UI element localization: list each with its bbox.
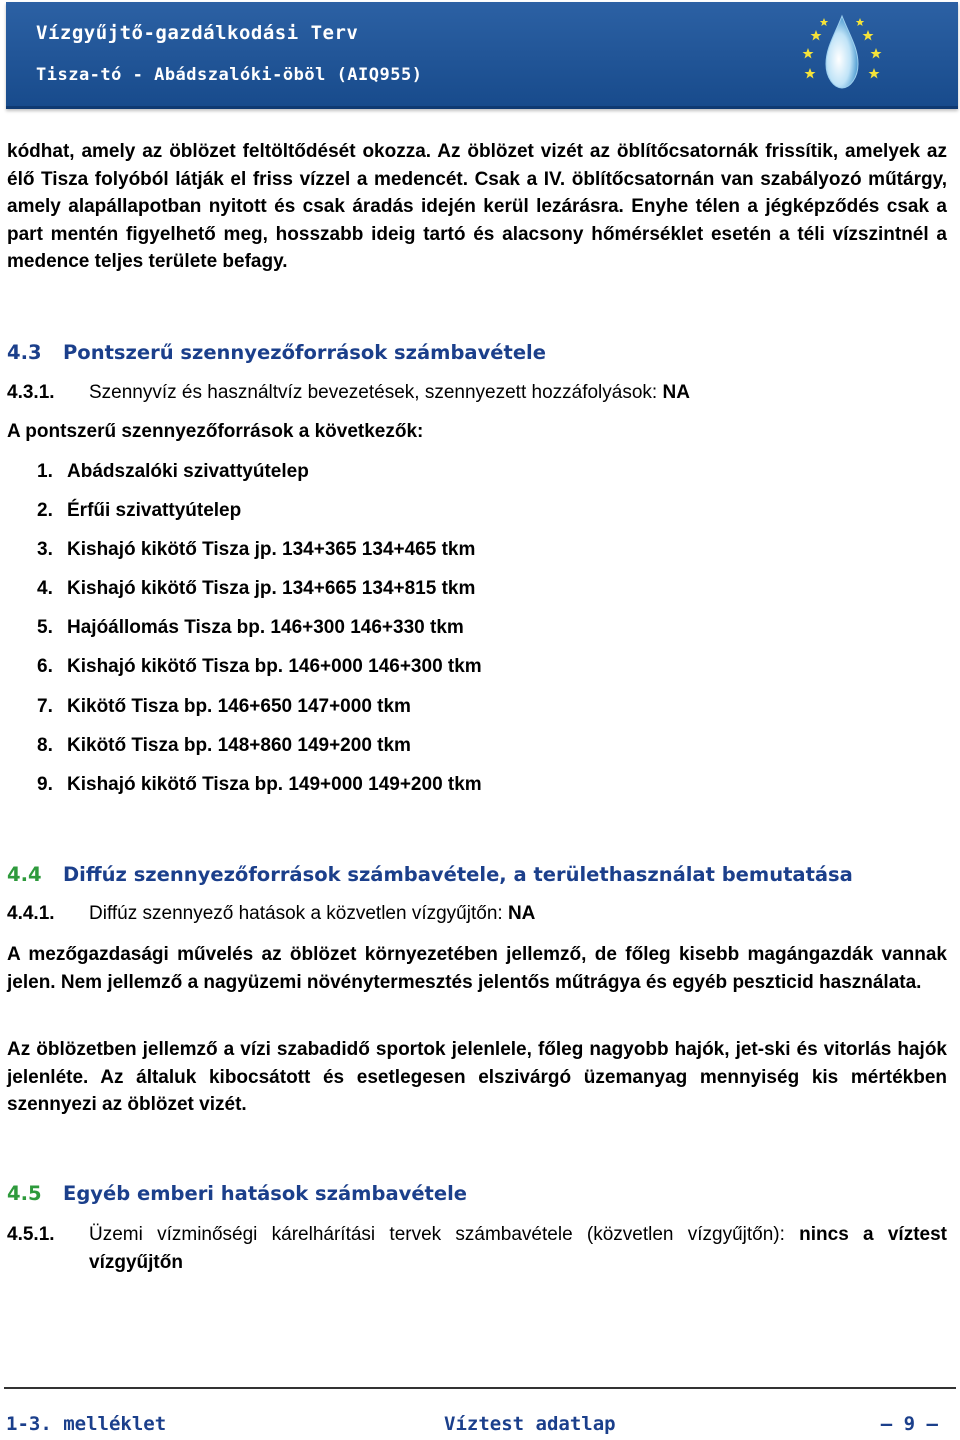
list-item: 3. Kishajó kikötő Tisza jp. 134+365 134+465 tkm (37, 539, 476, 561)
list-item: 2. Érfűi szivattyútelep (37, 500, 242, 522)
footer-annex: 1-3. melléklet (6, 1413, 167, 1435)
section-number: 4.3 (7, 341, 42, 364)
subsection-number: 4.4.1. (7, 903, 55, 924)
subsection-text: Üzemi vízminőségi kárelhárítási tervek számbavétele (közvetlen vízgyűjtőn): (89, 1224, 800, 1245)
list-item: 6. Kishajó kikötő Tisza bp. 146+000 146+300 tkm (37, 656, 482, 678)
water-drop-eu-stars-icon (796, 8, 888, 100)
list-item: 9. Kishajó kikötő Tisza bp. 149+000 149+200 tkm (37, 773, 482, 795)
section-title: Diffúz szennyezőforrások számbavétele, a területhasználat bemutatása (63, 863, 853, 886)
section-heading-4-3 (7, 341, 546, 364)
section-heading-4-4 (7, 863, 853, 886)
subsection-4-4-1 (7, 903, 535, 925)
subsection-4-5-1 (7, 1221, 947, 1277)
subsection-number: 4.3.1. (7, 382, 55, 403)
section-number: 4.5 (7, 1182, 42, 1205)
point-source-list (37, 458, 482, 810)
list-item: 1. Abádszalóki szivattyútelep (37, 461, 309, 482)
subsection-4-3-1 (7, 382, 690, 404)
subsection-text: Szennyvíz és használtvíz bevezetések, szennyezett hozzáfolyások: (89, 382, 663, 403)
list-item: 5. Hajóállomás Tisza bp. 146+300 146+330 tkm (37, 617, 464, 639)
footer-divider (4, 1387, 956, 1389)
header-subtitle: Tisza-tó - Abádszalóki-öböl (AIQ955) (36, 65, 423, 85)
subsection-number: 4.5.1. (7, 1224, 55, 1245)
page-header (6, 2, 958, 109)
subsection-value: NA (507, 903, 536, 924)
list-item: 7. Kikötő Tisza bp. 146+650 147+000 tkm (37, 695, 411, 717)
list-item: 8. Kikötő Tisza bp. 148+860 149+200 tkm (37, 734, 411, 756)
intro-paragraph: kódhat, amely az öblözet feltöltődését okozza. Az öblözet vizét az öblítőcsatornák frissítik, amelyek az élő Tisza folyóból látják el friss vízzel a medencét. Csak a IV. öblítőcsatornán van szabályozó műtárgy, amely alapállapotban nyitott és csak áradás idején kerül lezárásra. Enyhe télen a jégképződés csak a part mentén figyelhető meg, hosszabb ideig tartó és alacsony hőmérséklet esetén a téli vízszintnél a medence teljes területe befagy. (7, 141, 947, 272)
footer-page-number: – 9 – (880, 1413, 938, 1435)
diffuse-paragraph-1: A mezőgazdasági művelés az öblözet környezetében jellemző, de főleg kisebb magángazdák vannak jelen. Nem jellemző a nagyüzemi növénytermesztés jelentős műtrágya és egyéb peszticid használata. (7, 944, 947, 993)
footer-doc-title: Víztest adatlap (444, 1413, 616, 1435)
section-title: Egyéb emberi hatások számbavétele (63, 1182, 468, 1205)
subsection-value: NA (662, 382, 690, 403)
subsection-text: Diffúz szennyező hatások a közvetlen vízgyűjtőn: (89, 903, 508, 924)
subsection-value: nincs a víztest vízgyűjtőn (89, 1224, 947, 1273)
list-item: 4. Kishajó kikötő Tisza jp. 134+665 134+815 tkm (37, 578, 476, 600)
section-number: 4.4 (7, 863, 42, 886)
diffuse-paragraph-2: Az öblözetben jellemző a vízi szabadidő sportok jelenlele, főleg nagyobb hajók, jet-ski és vitorlás hajók jelenléte. Az általuk kibocsátott és esetlegesen elszivárgó üzemanyag mennyiség kis mértékben szennyezi az öblözet vizét. (7, 1039, 947, 1115)
section-title: Pontszerű szennyezőforrások számbavétele (63, 341, 546, 364)
list-intro: A pontszerű szennyezőforrások a következők: (7, 421, 424, 442)
section-heading-4-5 (7, 1182, 467, 1205)
header-title: Vízgyűjtő-gazdálkodási Terv (36, 22, 359, 44)
